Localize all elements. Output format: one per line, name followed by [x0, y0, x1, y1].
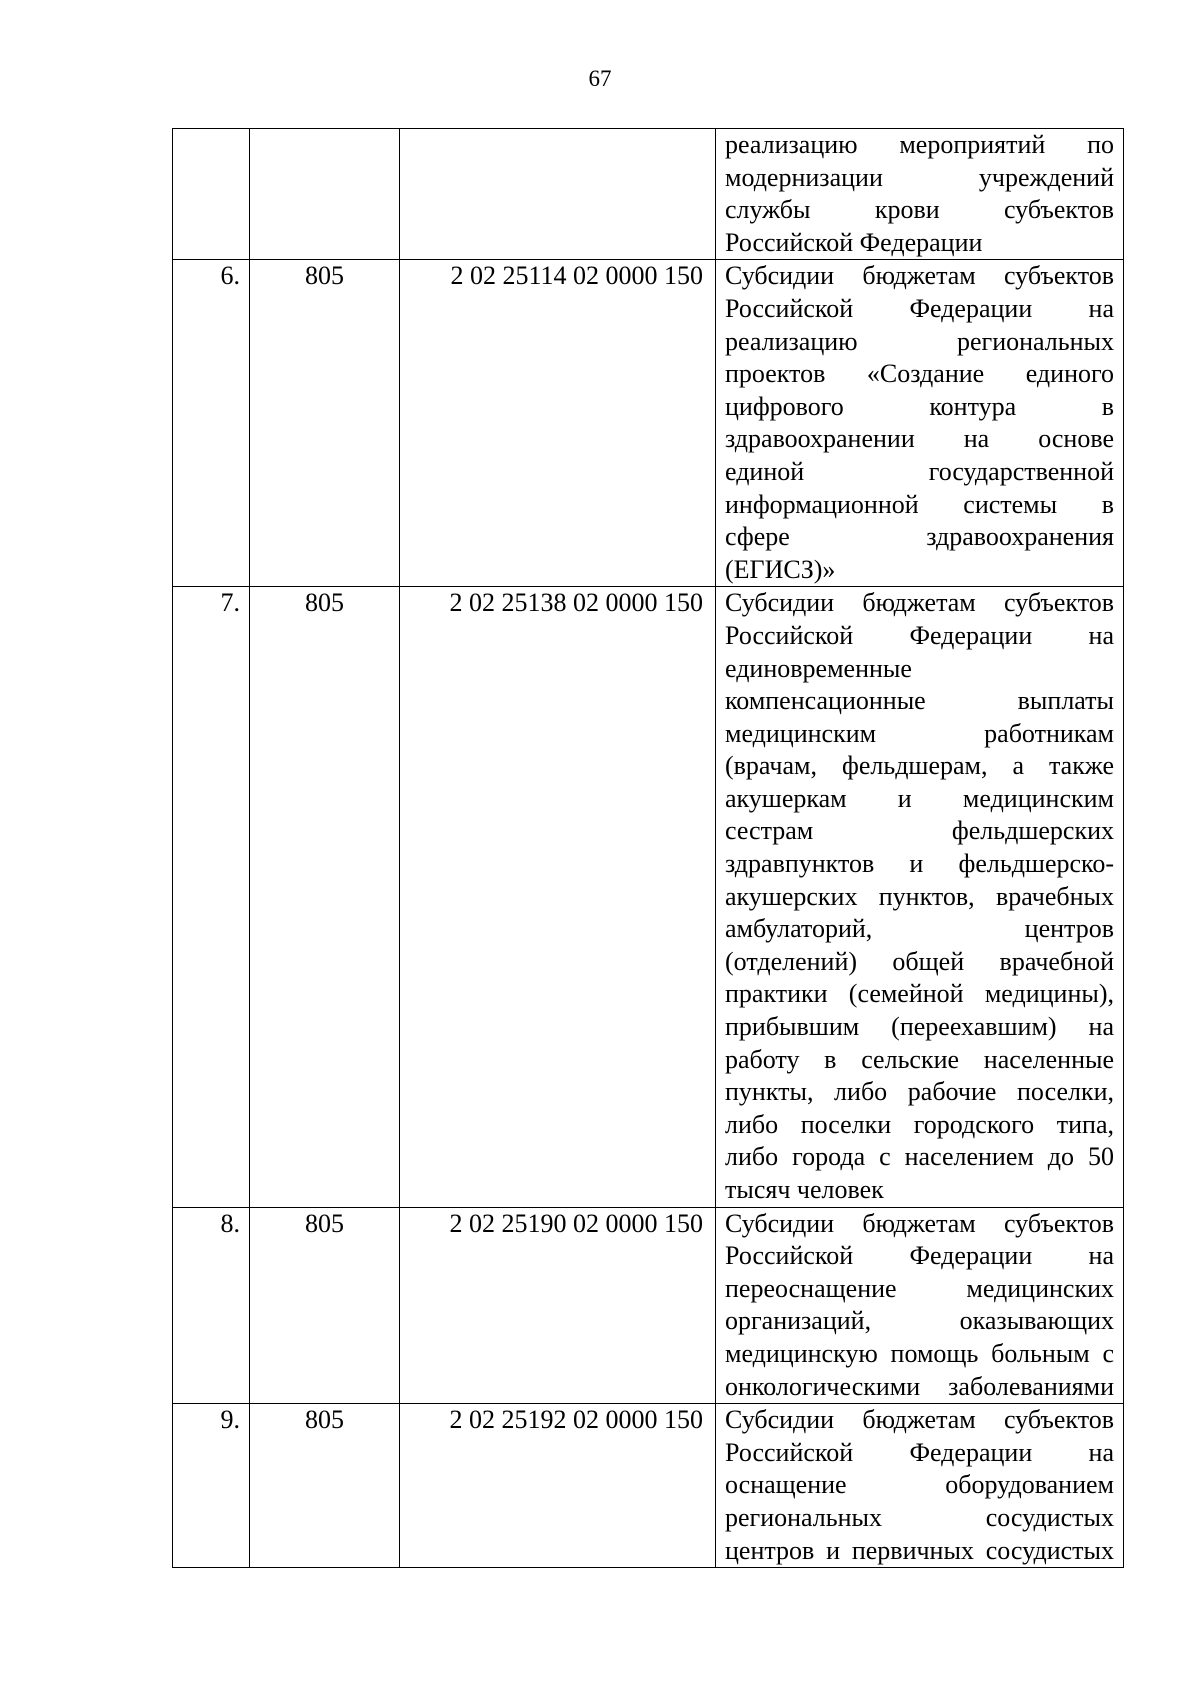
- description-line: либо поселки городского типа,: [725, 1109, 1114, 1139]
- page-number: 67: [588, 66, 612, 91]
- description-line: здравпунктов и фельдшерско-: [725, 849, 1114, 879]
- budget-classification-code-cell: [400, 129, 716, 260]
- description-line: тысяч человек: [725, 1175, 884, 1204]
- row-number-cell: 6.: [173, 260, 250, 587]
- description-line: акушерских пунктов, врачебных: [725, 881, 1114, 911]
- revenue-description-cell: [716, 260, 1124, 587]
- description-line: реализацию мероприятий по: [725, 130, 1114, 159]
- description-line: сестрам фельдшерских: [725, 816, 1114, 846]
- description-line: работу в сельские населенные: [725, 1044, 1114, 1074]
- description-line: Субсидии бюджетам субъектов: [725, 588, 1114, 618]
- table-row: [173, 587, 1124, 1207]
- revenue-description-cell: [716, 129, 1124, 260]
- row-number-cell: [173, 129, 250, 260]
- description-line: сфере здравоохранения: [725, 522, 1114, 552]
- budget-classification-code-cell: 2 02 25114 02 0000 150: [400, 260, 716, 587]
- table-body: [173, 129, 1124, 1568]
- description-line: медицинскую помощь больным с: [725, 1338, 1114, 1368]
- administrator-code-cell: 805: [250, 587, 400, 1207]
- budget-classification-code-cell: 2 02 25138 02 0000 150: [400, 587, 716, 1207]
- description-line: медицинским работникам: [725, 718, 1114, 748]
- table-row: [173, 1404, 1124, 1568]
- budget-classification-code-cell: 2 02 25190 02 0000 150: [400, 1207, 716, 1404]
- administrator-code-cell: [250, 129, 400, 260]
- description-line: онкологическими заболеваниями: [725, 1371, 1114, 1401]
- table-row: [173, 129, 1124, 260]
- description-line: Российской Федерации на: [725, 1437, 1114, 1467]
- description-line: переоснащение медицинских: [725, 1273, 1114, 1303]
- description-line: центров и первичных сосудистых: [725, 1535, 1114, 1565]
- description-line: службы крови субъектов: [725, 195, 1114, 225]
- table-row: [173, 1207, 1124, 1404]
- description-line: прибывшим (переехавшим) на: [725, 1012, 1114, 1042]
- revenue-description-cell: [716, 1207, 1124, 1404]
- description-line: цифрового контура в: [725, 391, 1114, 421]
- description-line: (отделений) общей врачебной: [725, 946, 1114, 976]
- description-line: Российской Федерации на: [725, 1241, 1114, 1271]
- row-number-cell: 8.: [173, 1207, 250, 1404]
- administrator-code-cell: 805: [250, 1207, 400, 1404]
- description-line: Российской Федерации: [725, 227, 983, 257]
- description-line: организаций, оказывающих: [725, 1306, 1114, 1336]
- description-line: пункты, либо рабочие поселки,: [725, 1077, 1114, 1107]
- description-line: компенсационные выплаты: [725, 686, 1114, 716]
- description-line: единой государственной: [725, 456, 1114, 486]
- description-line: Российской Федерации на: [725, 620, 1114, 650]
- administrator-code-cell: 805: [250, 260, 400, 587]
- budget-classification-code-cell: 2 02 25192 02 0000 150: [400, 1404, 716, 1568]
- table-row: [173, 260, 1124, 587]
- description-line: проектов «Создание единого: [725, 359, 1114, 389]
- revenue-description-cell: [716, 1404, 1124, 1568]
- description-line: оснащение оборудованием: [725, 1470, 1114, 1500]
- description-line: Российской Федерации на: [725, 293, 1114, 323]
- description-line: Субсидии бюджетам субъектов: [725, 1208, 1114, 1238]
- administrator-code-cell: 805: [250, 1404, 400, 1568]
- description-line: информационной системы в: [725, 489, 1114, 519]
- description-line: практики (семейной медицины),: [725, 979, 1114, 1009]
- description-line: региональных сосудистых: [725, 1502, 1114, 1532]
- description-line: Субсидии бюджетам субъектов: [725, 1405, 1114, 1435]
- row-number-cell: 9.: [173, 1404, 250, 1568]
- row-number-cell: 7.: [173, 587, 250, 1207]
- description-line: либо города с населением до 50: [725, 1142, 1114, 1172]
- description-line: модернизации учреждений: [725, 162, 1114, 192]
- description-line: единовременные: [725, 653, 912, 683]
- description-line: Субсидии бюджетам субъектов: [725, 261, 1114, 291]
- description-line: акушеркам и медицинским: [725, 783, 1114, 813]
- budget-revenue-table: [172, 128, 1124, 1568]
- description-line: (врачам, фельдшерам, а также: [725, 751, 1114, 781]
- description-line: реализацию региональных: [725, 326, 1114, 356]
- revenue-description-cell: [716, 587, 1124, 1207]
- description-line: (ЕГИСЗ)»: [725, 554, 836, 584]
- description-line: амбулаторий, центров: [725, 914, 1114, 944]
- description-line: здравоохранении на основе: [725, 424, 1114, 454]
